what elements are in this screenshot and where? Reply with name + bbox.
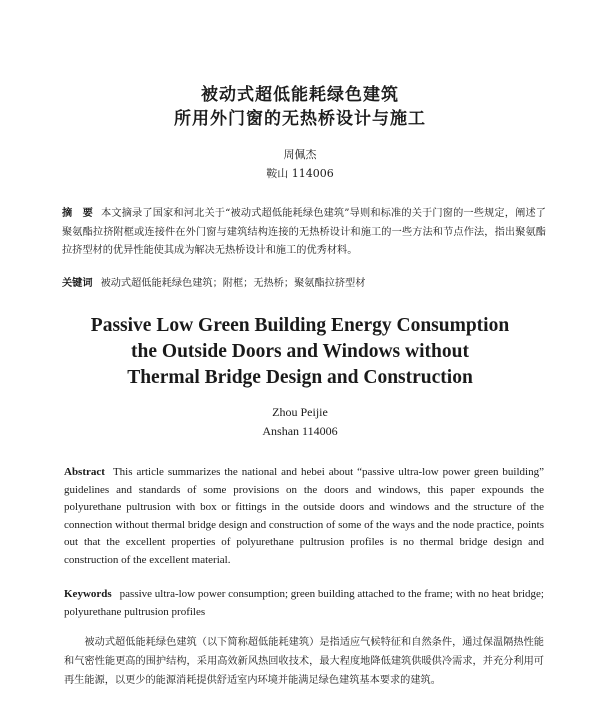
english-keywords	[64, 586, 544, 621]
english-keywords-label: Keywords	[64, 588, 112, 600]
english-abstract	[64, 464, 544, 570]
chinese-title-line-2: 所用外门窗的无热桥设计与施工	[174, 109, 426, 129]
chinese-title-line-1: 被动式超低能耗绿色建筑	[201, 85, 399, 105]
english-abstract-label: Abstract	[64, 466, 105, 478]
english-title-line-3: Thermal Bridge Design and Construction	[127, 367, 473, 388]
chinese-keywords-label: 关键词	[62, 278, 93, 289]
english-keywords-text: passive ultra-low power consumption; green building attached to the frame; with no heat bridge; polyurethane pultrusion profiles	[64, 588, 544, 618]
english-title-line-2: the Outside Doors and Windows without	[131, 341, 469, 362]
english-affiliation: Anshan 114006	[262, 424, 338, 438]
english-abstract-text: This article summarizes the national and hebei about “passive ultra-low power green building” guidelines and standards of some provisions on the doors and windows, this paper expounds the polyurethane pultrusion with box or fittings in the outside doors and windows and the structure of the connection without thermal bridge design and construction of some of the ways and the node practice, points out that the excellent properties of polyurethane pultrusion profiles is no thermal bridge design and construction of the excellent material.	[64, 466, 544, 566]
chinese-author: 周佩杰	[283, 148, 317, 161]
chinese-keywords	[62, 275, 546, 294]
chinese-keywords-text: 被动式超低能耗绿色建筑；附框；无热桥；聚氨酯拉挤型材	[100, 278, 366, 289]
body-paragraph: 被动式超低能耗绿色建筑（以下简称超低能耗建筑）是指适应气候特征和自然条件，通过保温隔热性能和气密性能更高的围护结构，采用高效新风热回收技术，最大程度地降低建筑供暖供冷需求，并充分利用可再生能源，以更少的能源消耗提供舒适室内环境并能满足绿色建筑基本要求的建筑。	[64, 637, 544, 687]
chinese-affiliation: 鞍山 114006	[266, 167, 334, 180]
chinese-abstract-label: 摘 要	[62, 208, 94, 219]
chinese-abstract	[62, 205, 546, 261]
english-title-line-1: Passive Low Green Building Energy Consumption	[90, 315, 510, 336]
chinese-abstract-text: 本文摘录了国家和河北关于“被动式超低能耗绿色建筑”导则和标准的关于门窗的一些规定，阐述了聚氨酯拉挤附框或连接件在外门窗与建筑结构连接的无热桥设计和施工的一些方法和节点作法，指出聚氨酯拉挤型材的优异性能使其成为解决无热桥设计和施工的优秀材料。	[62, 208, 546, 257]
english-author: Zhou Peijie	[272, 405, 328, 419]
